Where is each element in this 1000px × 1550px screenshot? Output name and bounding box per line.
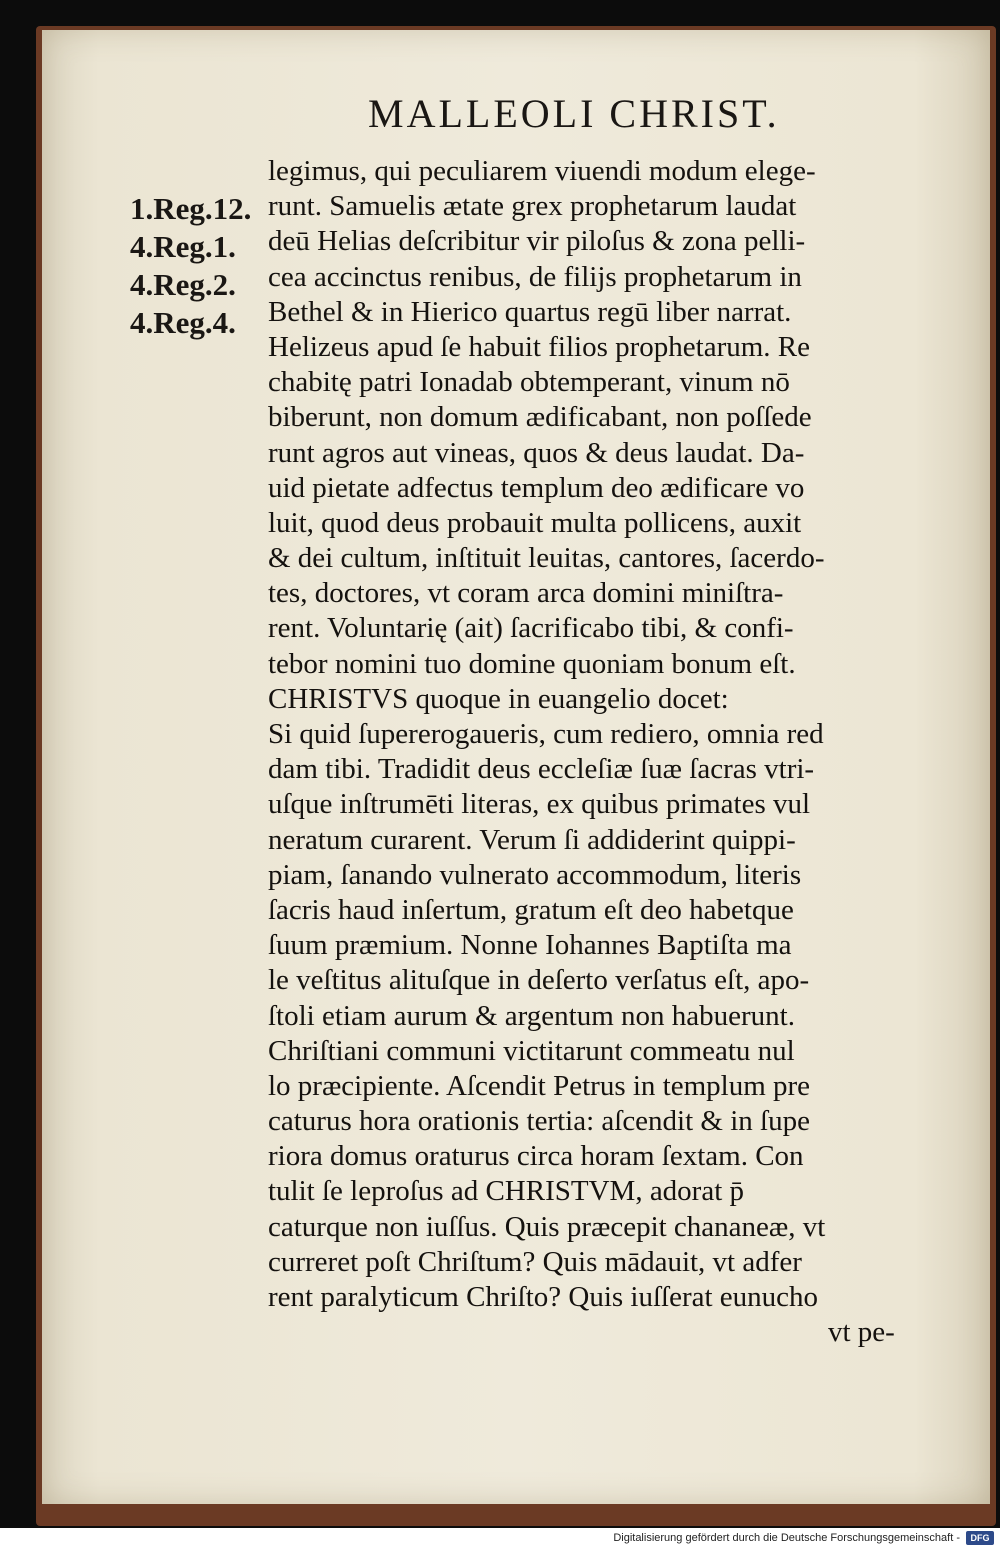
margin-note: 4.Reg.2. <box>130 267 236 302</box>
text-line: tebor nomini tuo domine quoniam bonum eſt. <box>268 647 796 680</box>
text-line: tulit ſe leproſus ad CHRISTVM, adorat p̄ <box>268 1175 745 1208</box>
text-line: & dei cultum, inſtituit leuitas, cantores, ſacerdo- <box>268 542 825 575</box>
text-line: tes, doctores, vt coram arca domini miniſtra- <box>268 577 784 610</box>
text-line: uſque inſtrumēti literas, ex quibus primates vul <box>268 788 811 821</box>
text-line: piam, ſanando vulnerato accommodum, literis <box>268 858 802 891</box>
text-line: biberunt, non domum ædificabant, non poſſede <box>268 401 812 434</box>
catchword: vt pe- <box>828 1316 895 1348</box>
dfg-logo: DFG <box>966 1531 994 1545</box>
margin-note: 1.Reg.12. <box>130 191 252 226</box>
text-line: deū Helias deſcribitur vir piloſus & zona pelli- <box>268 225 806 258</box>
text-line: neratum curarent. Verum ſi addiderint quippi- <box>268 823 796 856</box>
text-line: le veſtitus alituſque in deſerto verſatus eſt, apo- <box>268 964 810 997</box>
text-line: rent paralyticum Chriſto? Quis iuſſerat eunucho <box>268 1281 819 1313</box>
text-line: Bethel & in Hierico quartus regū liber narrat. <box>268 295 792 328</box>
running-title: MALLEOLI CHRIST. <box>368 91 780 136</box>
text-line: caturus hora orationis tertia: aſcendit & in ſupe <box>268 1105 810 1138</box>
text-line: chabitę patri Ionadab obtemperant, vinum nō <box>268 366 790 399</box>
text-line: ſtoli etiam aurum & argentum non habuerunt. <box>268 999 795 1032</box>
margin-note: 4.Reg.4. <box>130 305 236 340</box>
footer-bar <box>0 1528 1000 1550</box>
text-line: caturque non iuſſus. Quis præcepit chananeæ, vt <box>268 1210 826 1243</box>
margin-note: 4.Reg.1. <box>130 229 236 264</box>
text-line: Chriſtiani communi victitarunt commeatu nul <box>268 1034 795 1067</box>
text-line: dam tibi. Tradidit deus eccleſiæ ſuæ ſacras vtri- <box>268 753 815 786</box>
text-line: curreret poſt Chriſtum? Quis mādauit, vt adfer <box>268 1245 802 1278</box>
text-line: CHRISTVS quoque in euangelio docet: <box>268 682 729 715</box>
text-line: lo præcipiente. Aſcendit Petrus in templum pre <box>268 1069 811 1102</box>
text-line: runt agros aut vineas, quos & deus laudat. Da- <box>268 436 805 469</box>
text-line: ſacris haud inſertum, gratum eſt deo habetque <box>268 893 794 926</box>
text-line: Helizeus apud ſe habuit filios prophetarum. Re <box>268 330 810 363</box>
text-line: luit, quod deus probauit multa pollicens, auxit <box>268 506 802 539</box>
body-text <box>268 154 928 1315</box>
text-line: uid pietate adfectus templum deo ædificare vo <box>268 471 805 504</box>
text-line: riora domus oraturus circa horam ſextam. Con <box>268 1140 804 1173</box>
text-line: legimus, qui peculiarem viuendi modum elege- <box>268 155 816 187</box>
funding-credit: Digitalisierung gefördert durch die Deutsche Forschungsgemeinschaft - <box>613 1532 960 1544</box>
text-line: Si quid ſupererogaueris, cum rediero, omnia red <box>268 718 824 750</box>
text-line: ſuum præmium. Nonne Iohannes Baptiſta ma <box>268 929 792 962</box>
text-line: runt. Samuelis ætate grex prophetarum laudat <box>268 190 797 223</box>
text-line: cea accinctus renibus, de filijs prophetarum in <box>268 260 802 293</box>
text-line: rent. Voluntarię (ait) ſacrificabo tibi, & confi- <box>268 612 794 645</box>
marginal-references <box>130 190 270 342</box>
